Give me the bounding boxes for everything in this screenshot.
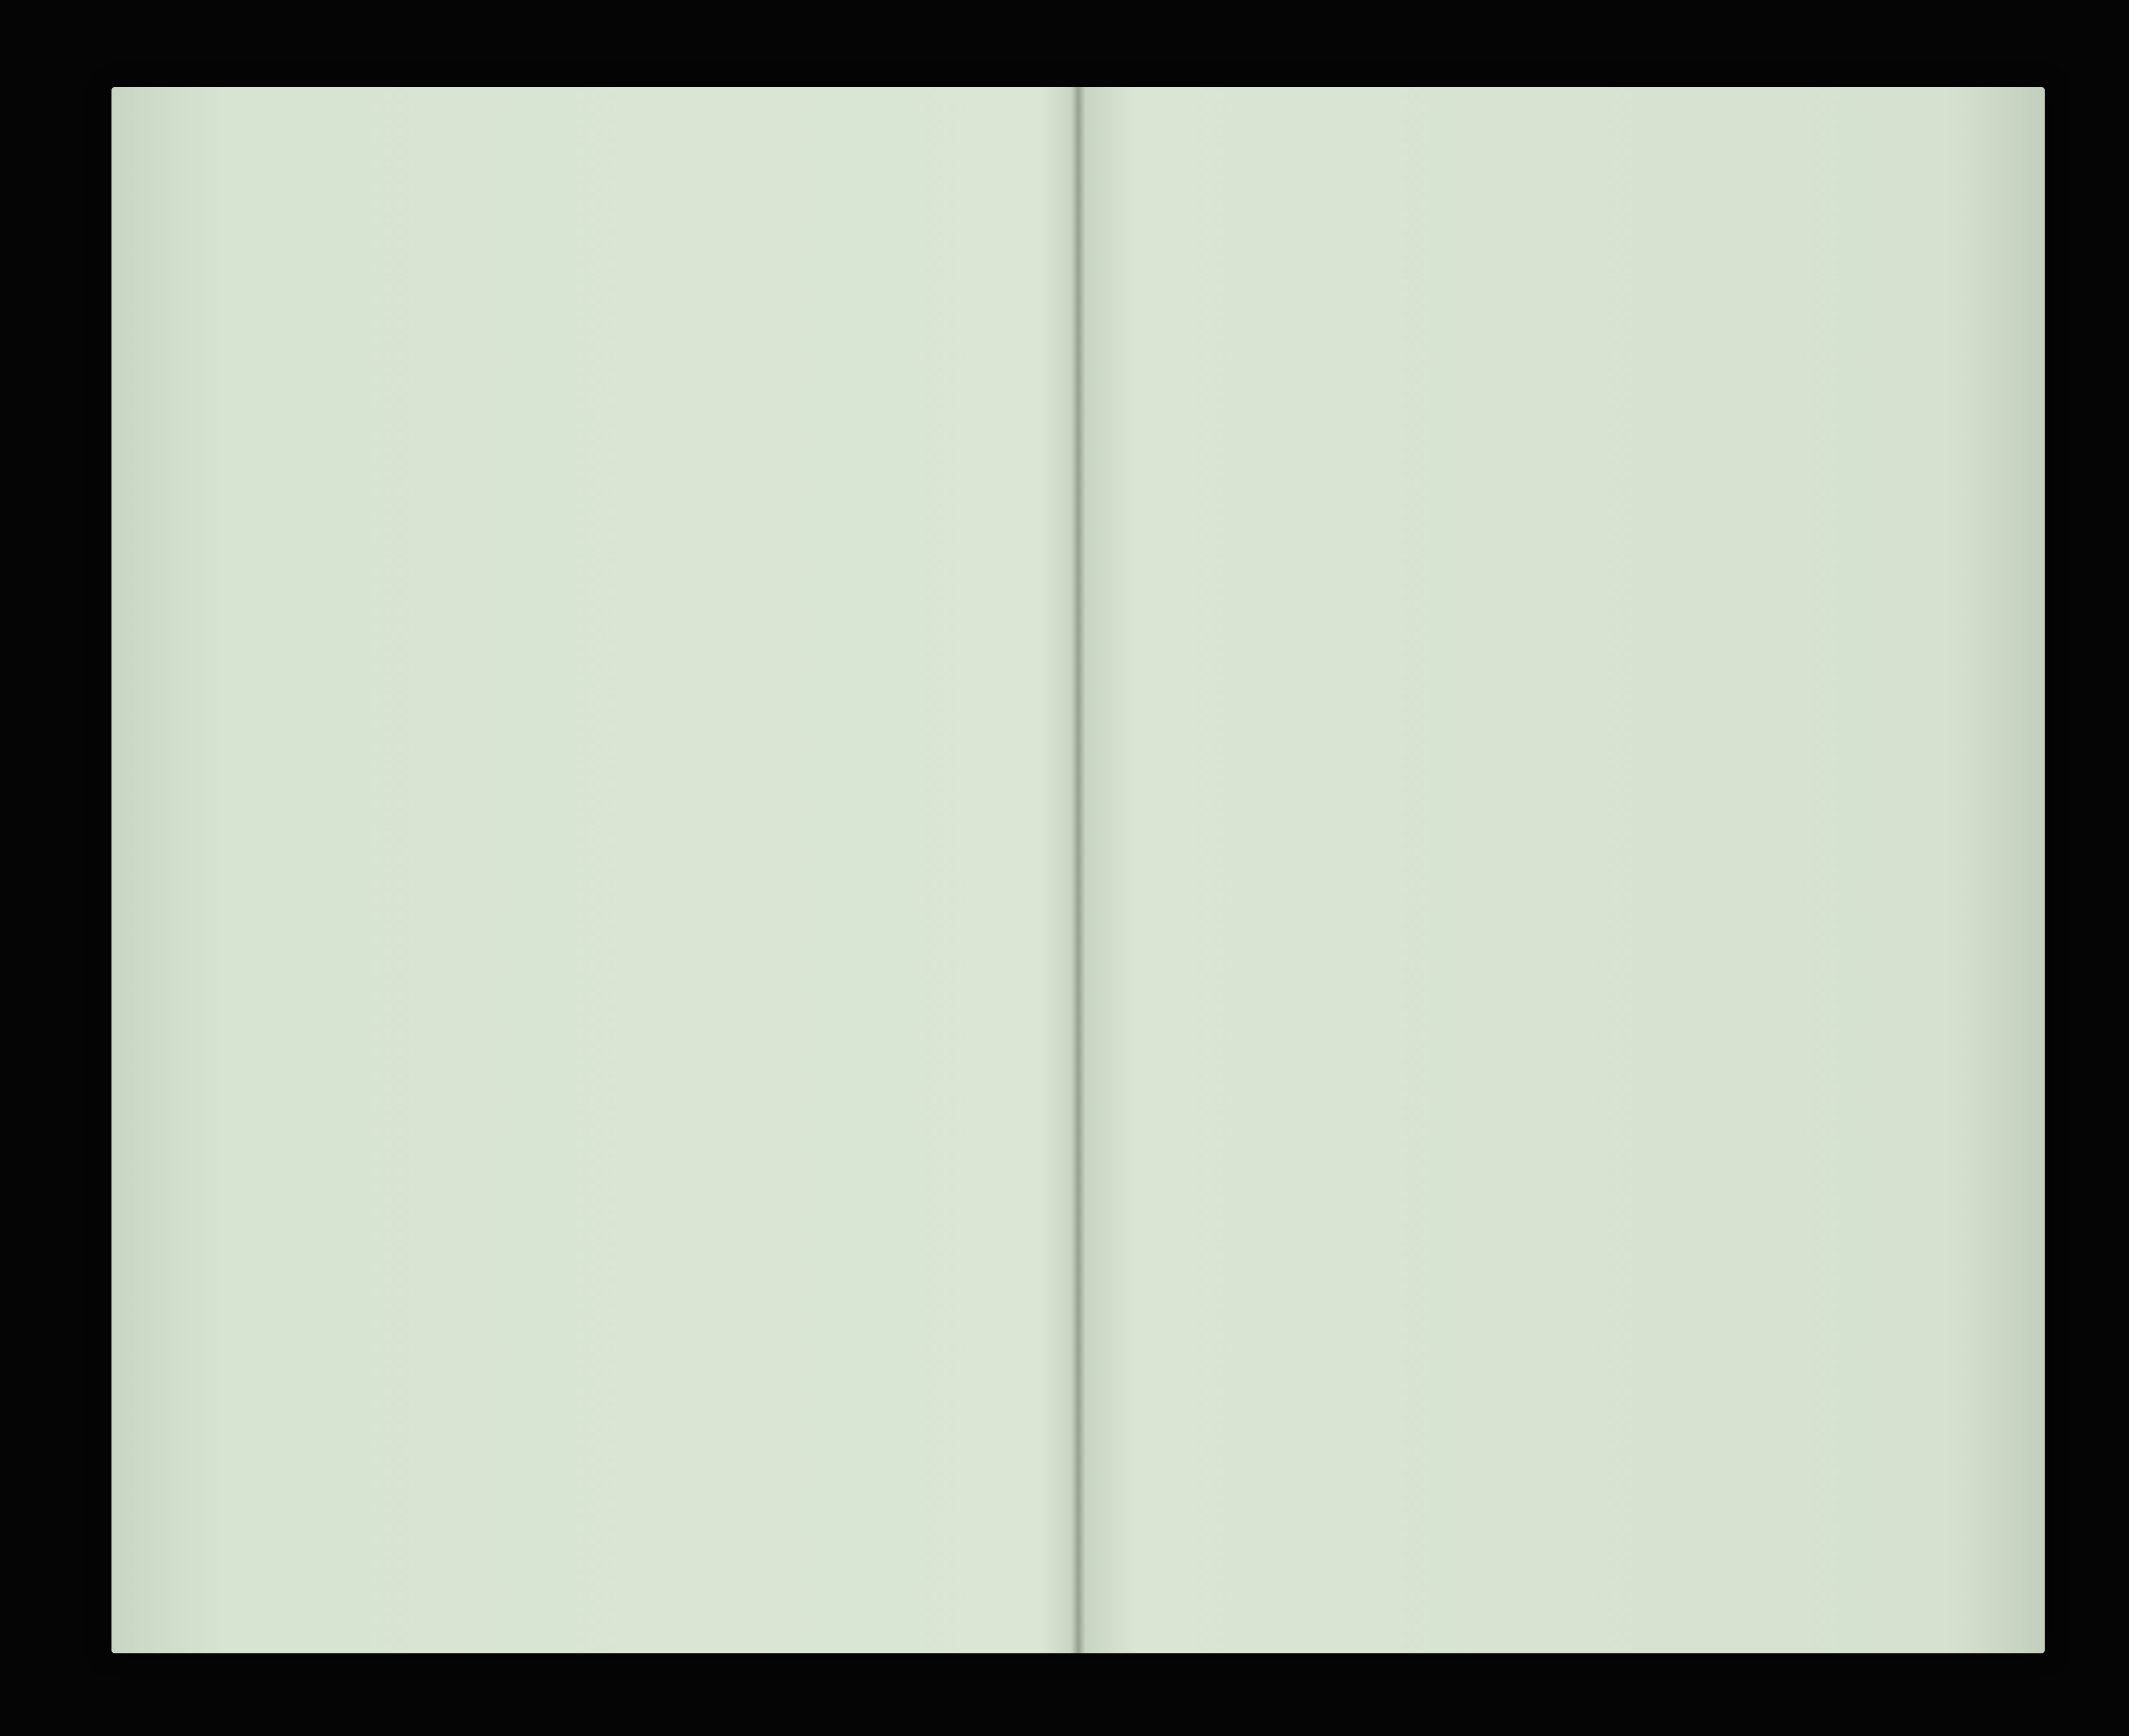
page-fold [1071, 87, 1085, 1653]
